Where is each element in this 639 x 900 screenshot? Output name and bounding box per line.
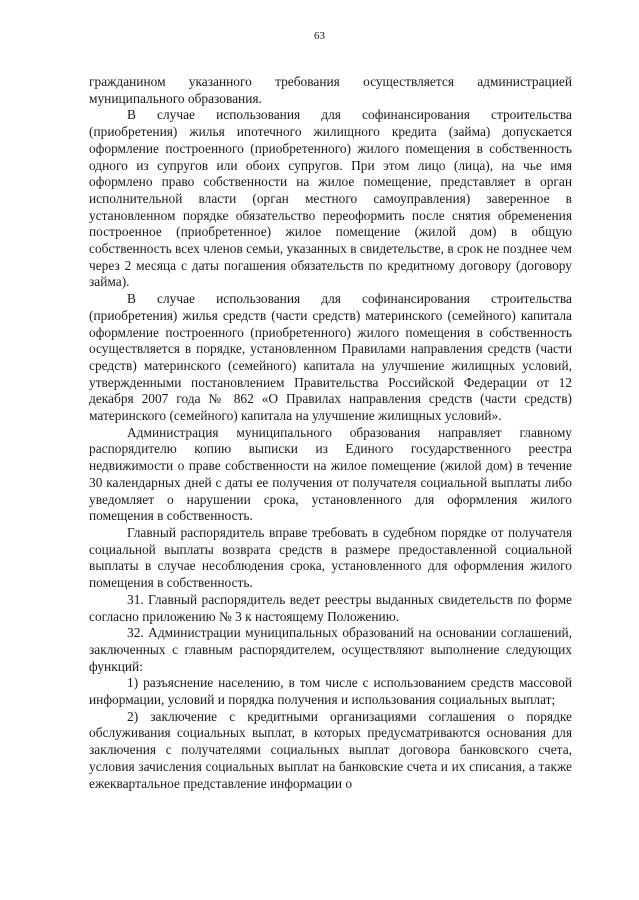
paragraph-subitem-2: 2) заключение с кредитными организациями соглашения о порядке обслуживания социальных выплат, в которых предусматриваются основания для заключения с получателями социальных выплат договора банковского счета, условия зачисления социальных выплат на банковские счета и их списания, а также ежеквартальное представление информации о	[89, 708, 572, 791]
document-body	[89, 74, 572, 792]
paragraph-registry-extract: Администрация муниципального образования направляет главному распорядителю копию выписки из Единого государственного реестра недвижимости о праве собственности на жилое помещение (жилой дом) в течение 30 календарных дней с даты ее получения от получателя социальной выплаты либо уведомляет о нарушении срока, установленного для оформления жилого помещения в собственность.	[89, 424, 572, 524]
paragraph-refund-claim: Главный распорядитель вправе требовать в судебном порядке от получателя социальной выплаты возврата средств в размере предоставленной социальной выплаты в случае несоблюдения срока, установленного для оформления жилого помещения в собственность.	[89, 524, 572, 591]
paragraph-mortgage-ownership: В случае использования для софинансирования строительства (приобретения) жилья ипотечного жилищного кредита (займа) допускается оформление построенного (приобретенного) жилого помещения в собственность одного из супругов или обоих супругов. При этом лицо (лица), на чье имя оформлено право собственности на жилое помещение, представляет в орган исполнительной власти (орган местного самоуправления) заверенное в установленном порядке обязательство переоформить после снятия обременения построенное (приобретенное) жилое помещение (жилой дом) в общую собственность всех членов семьи, указанных в свидетельстве, в срок не позднее чем через 2 месяца с даты погашения обязательств по кредитному договору (договору займа).	[89, 107, 572, 290]
paragraph-maternity-capital: В случае использования для софинансирования строительства (приобретения) жилья средств (части средств) материнского (семейного) капитала оформление построенного (приобретенного) жилого помещения в собственность осуществляется в порядке, установленном Правилами направления средств (части средств) материнского (семейного) капитала на улучшение жилищных условий, утвержденными постановлением Правительства Российской Федерации от 12 декабря 2007 года № 862 «О Правилах направления средств (части средств) материнского (семейного) капитала на улучшение жилищных условий».	[89, 291, 572, 424]
paragraph-item-31: 31. Главный распорядитель ведет реестры выданных свидетельств по форме согласно приложению № 3 к настоящему Положению.	[89, 591, 572, 624]
paragraph-subitem-1: 1) разъяснение населению, в том числе с использованием средств массовой информации, условий и порядка получения и использования социальных выплат;	[89, 675, 572, 708]
paragraph-continued: гражданином указанного требования осуществляется администрацией муниципального образования.	[89, 74, 572, 106]
paragraph-item-32: 32. Администрации муниципальных образований на основании соглашений, заключенных с главным распорядителем, осуществляют выполнение следующих функций:	[89, 625, 572, 674]
page-number: 63	[314, 30, 325, 42]
